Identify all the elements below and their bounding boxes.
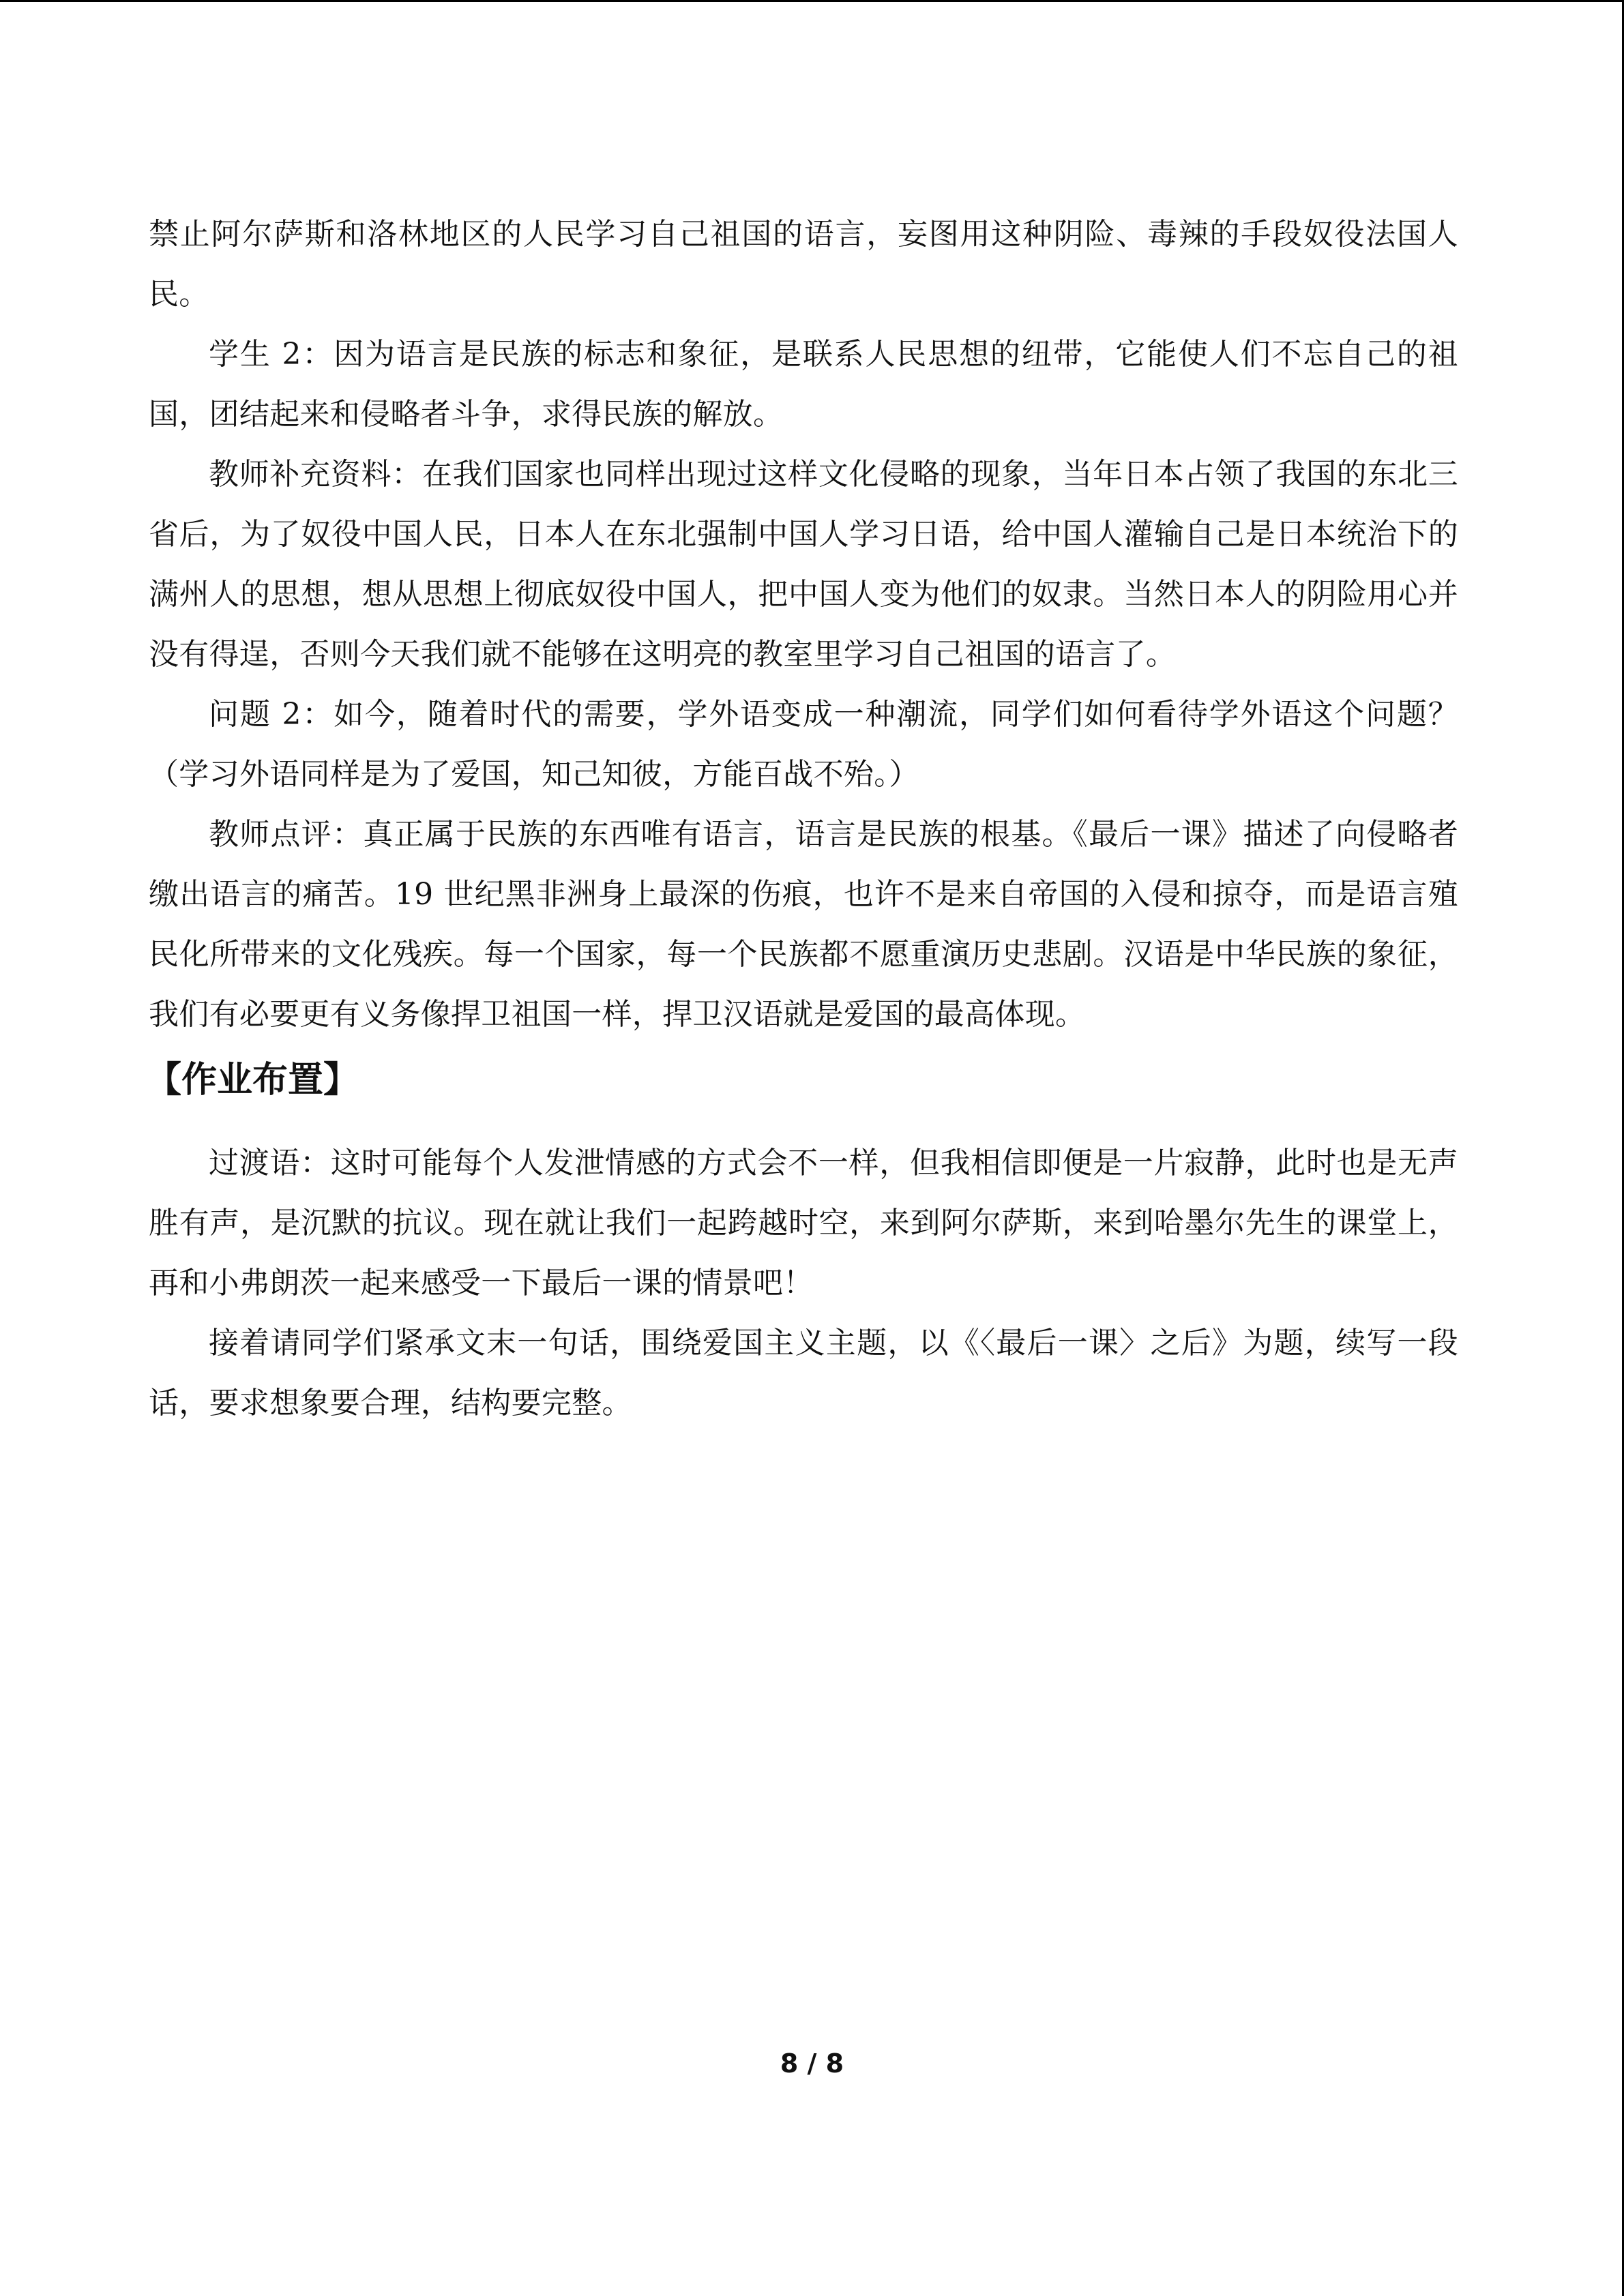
paragraph-question-2: 问题 2：如今，随着时代的需要，学外语变成一种潮流，同学们如何看待学外语这个问题？（学习外语同样是为了爱国，知己知彼，方能百战不殆。）	[149, 697, 1458, 792]
paragraph-transition: 过渡语：这时可能每个人发泄情感的方式会不一样，但我相信即便是一片寂静，此时也是无声胜有声，是沉默的抗议。现在就让我们一起跨越时空，来到阿尔萨斯，来到哈墨尔先生的课堂上，再和小弗朗茨一起来感受一下最后一课的情景吧！	[149, 1146, 1458, 1300]
document-body	[146, 205, 1458, 1433]
page-top-border	[0, 0, 1624, 2]
paragraph-teacher-supplement: 教师补充资料：在我们国家也同样出现过这样文化侵略的现象，当年日本占领了我国的东北三省后，为了奴役中国人民，日本人在东北强制中国人学习日语，给中国人灌输自己是日本统治下的满州人的思想，想从思想上彻底奴役中国人，把中国人变为他们的奴隶。当然日本人的阴险用心并没有得逞，否则今天我们就不能够在这明亮的教室里学习自己祖国的语言了。	[149, 457, 1458, 672]
paragraph-teacher-comment: 教师点评：真正属于民族的东西唯有语言，语言是民族的根基。《最后一课》描述了向侵略者缴出语言的痛苦。19 世纪黑非洲身上最深的伤痕，也许不是来自帝国的入侵和掠夺，而是语言殖民化所带来的文化残疾。每一个国家，每一个民族都不愿重演历史悲剧。汉语是中华民族的象征，我们有必要更有义务像捍卫祖国一样，捍卫汉语就是爱国的最高体现。	[149, 817, 1458, 1032]
paragraph-continuation: 禁止阿尔萨斯和洛林地区的人民学习自己祖国的语言，妄图用这种阴险、毒辣的手段奴役法国人民。	[149, 217, 1458, 312]
section-heading-homework: 【作业布置】	[146, 1060, 359, 1101]
paragraph-student-2: 学生 2：因为语言是民族的标志和象征，是联系人民思想的纽带，它能使人们不忘自己的祖国，团结起来和侵略者斗争，求得民族的解放。	[149, 337, 1458, 432]
page-number: 8 / 8	[780, 2048, 844, 2078]
paragraph-assignment: 接着请同学们紧承文末一句话，围绕爱国主义主题，以《〈最后一课〉之后》为题，续写一段话，要求想象要合理，结构要完整。	[149, 1326, 1458, 1420]
